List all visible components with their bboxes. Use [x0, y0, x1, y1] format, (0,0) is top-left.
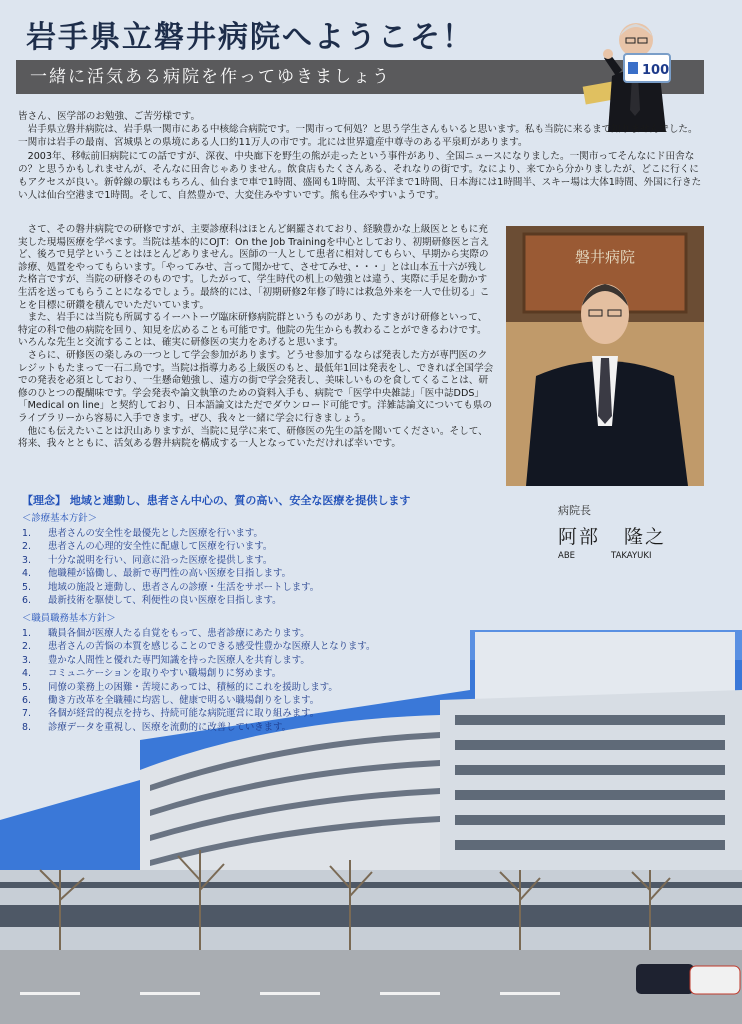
list-item	[22, 721, 375, 734]
list-item	[22, 640, 375, 653]
list-item	[22, 527, 319, 540]
intro-paragraph: 岩手県立磐井病院は、岩手県一関市にある中核総合病院です。一関市って何処？と思う学生さんもいると思います。私も当院に来るまで知りませんでした。一関市は岩手の最南、宮城県との県境にある人口約11万人の市です。北には世界遺産中尊寺のある平泉町があります。	[18, 124, 698, 149]
medical-policy-title: ＜診療基本方針＞	[22, 513, 98, 524]
subtitle-banner: 一緒に活気ある病院を作ってゆきましょう	[16, 60, 704, 94]
medical-policy	[22, 510, 319, 607]
intro-paragraph: 2003年、移転前旧病院にての話ですが、深夜、中央廊下を野生の熊が走ったという事件があり、全国ニュースになりました。一関市ってそんなにド田舎なの？と思うかもしれませんが、そんなに田舎じゃありません。飲食店もたくさんある、それなりの街です。なにより、来てから分かりましたが、どこに行くにもアクセスが良い。新幹線の駅はもちろん、仙台まで車で1時間、盛岡も1時間、太平洋まで1時間、日本海には1時間半、スキー場は大体1時間、外国に行きたい人は仙台空港まで1時間。そして、自然豊かで、大変住みやすいです。熊も住みやすいようです。	[18, 150, 702, 202]
list-item	[22, 567, 319, 580]
director-portrait	[506, 226, 704, 486]
item-text: 豊かな人間性と優れた専門知識を持った医療人を共育します。	[48, 654, 310, 666]
item-number: 4.	[22, 568, 31, 580]
body-paragraph: さらに、研修医の楽しみの一つとして学会参加があります。どうせ参加するならば発表した方が専門医のクレジットもたまって一石二鳥です。当院は指導力ある上級医のもと、最低年1回は発表をし、できれば全国学会での発表を必須としており、一生懸命勉強し、遠方の街で学会発表し、美味しいものを食してくることは、研修のひとつの醍醐味です。学会発表や論文執筆のための資料入手も、病院で「医学中央雑誌」「医中誌DDS」「Medical on line」と契約しており、日本語論文はただでダウンロード可能です。洋雑誌論文についても県のライブラリーから容易に入手できます。ぜひ、我々と一緒に学会に行きましょう。	[18, 349, 494, 424]
list-item	[22, 540, 319, 553]
staff-policy-title: ＜職員職務基本方針＞	[22, 613, 116, 624]
item-number: 2.	[22, 641, 31, 653]
list-item	[22, 654, 375, 667]
item-text: 職員各個が医療人たる自覚をもって、患者診療にあたります。	[48, 628, 310, 639]
intro-greeting: 皆さん、医学部のお勉強、ご苦労様です。	[18, 111, 201, 122]
item-number: 1.	[22, 528, 31, 539]
medical-policy-list	[22, 527, 319, 607]
list-item	[22, 581, 319, 594]
list-item	[22, 594, 319, 607]
list-item	[22, 707, 375, 720]
body-paragraph: さて、その磐井病院での研修ですが、主要診療科はほとんど網羅されており、経験豊かな上級医とともに充実した現場医療を学べます。当院は基本的にOJT：On the Job Trainingを中心としており、初期研修医と言えど、後ろで見学ということはほとんどありません。医師の一人として患者に相対してもらい、早期から実際の診療、処置をやってもらいます。「やってみせ、言って聞かせて、させてみせ、・・・」とは山本五十六が残した格言ですが、当院の研修そのものです。したがって、学生時代の机上の勉強とは違う、実際に手足を動かす生活を送ってもらうことになるでしょう。最終的には、「初期研修2年修了時には救急外来を一人で仕切る」ことを目標に研鑽を積んでいただいています。	[18, 224, 490, 311]
item-text: 各個が経営的視点を持ち、持続可能な病院運営に取り組みます。	[48, 708, 320, 720]
item-number: 5.	[22, 681, 31, 693]
item-text: 地域の施設と連動し、患者さんの診療・生活をサポートします。	[48, 581, 320, 593]
mascot-sign-text: 100	[642, 63, 670, 78]
body-paragraph: また、岩手には当院も所属するイーハトーヴ臨床研修病院群というものがあり、たすきがけ研修といって、特定の科で他の病院を回り、知見を広めることも可能です。他院の先生からも教わることができるわけです。いろんな先生と交流することは、確実に研修医の実力をあげると思います。	[18, 312, 488, 349]
director-family-name: 阿部	[558, 526, 601, 548]
list-item	[22, 554, 319, 567]
item-text: 患者さんの苦悩の本質を感じることのできる感受性豊かな医療人となります。	[48, 641, 376, 653]
item-number: 3.	[22, 554, 31, 566]
philosophy-heading: 【理念】 地域と連動し、患者さん中心の、質の高い、安全な医療を提供します	[22, 494, 411, 507]
item-number: 6.	[22, 695, 31, 707]
list-item	[22, 627, 375, 640]
item-text: コミュニケーションを取りやすい職場創りに努めます。	[48, 668, 282, 680]
item-number: 3.	[22, 654, 31, 666]
item-number: 5.	[22, 581, 31, 593]
staff-policy	[22, 610, 375, 734]
list-item	[22, 667, 375, 680]
list-item	[22, 694, 375, 707]
item-text: 働き方改革を全職種に均霑し、健康で明るい職場創りをします。	[48, 695, 320, 707]
director-name	[558, 522, 698, 549]
item-number: 6.	[22, 595, 31, 607]
portrait-sign-text: 磐井病院	[574, 248, 636, 266]
staff-policy-list	[22, 627, 375, 734]
training-text	[18, 224, 496, 451]
item-text: 他職種が協働し、最新で専門性の高い医療を目指します。	[48, 568, 292, 580]
page-title: 岩手県立磐井病院へようこそ！	[26, 20, 474, 55]
intro-text	[18, 110, 704, 202]
list-item	[22, 681, 375, 694]
item-text: 最新技術を駆使して、利便性の良い医療を目指します。	[48, 595, 282, 607]
item-number: 7.	[22, 708, 31, 720]
item-number: 1.	[22, 628, 31, 639]
director-caption	[558, 502, 698, 561]
director-given-romaji: TAKAYUKI	[611, 551, 652, 561]
item-text: 十分な説明を行い、同意に沿った医療を提供します。	[48, 554, 273, 566]
director-romaji	[558, 551, 698, 561]
item-number: 4.	[22, 668, 31, 680]
item-number: 8.	[22, 721, 31, 733]
director-given-name: 隆之	[624, 526, 667, 548]
director-role: 病院長	[558, 504, 591, 517]
director-family-romaji: ABE	[558, 551, 576, 561]
item-text: 患者さんの安全性を最優先とした医療を行います。	[48, 528, 263, 539]
item-text: 同僚の業務上の困難・苦境にあっては、積極的にこれを援助します。	[48, 681, 338, 693]
item-text: 診療データを重視し、医療を流動的に改善していきます。	[48, 721, 292, 733]
item-number: 2.	[22, 541, 31, 553]
item-text: 患者さんの心理的安全性に配慮して医療を行います。	[48, 541, 273, 553]
body-paragraph: 他にも伝えたいことは沢山ありますが、当院に見学に来て、研修医の先生の話を聞いてください。そして、将来、我々とともに、活気ある磐井病院を構成する一人となっていただければ幸いです。	[18, 425, 488, 450]
